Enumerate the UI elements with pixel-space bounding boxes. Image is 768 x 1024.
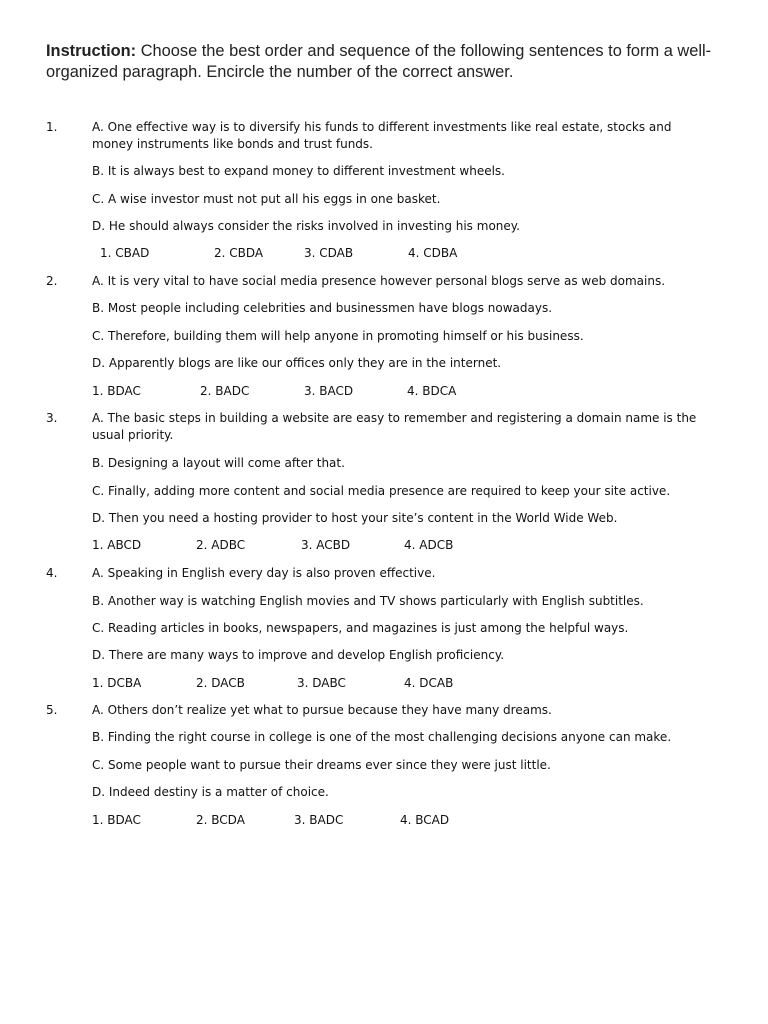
sentence-a: A. One effective way is to diversify his funds to different investments like real estate, stocks and money instruments like bonds and trust funds. — [92, 120, 672, 151]
answer-choice-4[interactable]: 4. BDCA — [407, 384, 457, 398]
answer-choice-4[interactable]: 4. CDBA — [408, 246, 458, 260]
answer-choice-1[interactable]: 1. BDAC — [92, 384, 141, 398]
answer-choice-2[interactable]: 2. BCDA — [196, 813, 245, 827]
sentence-b: B. Another way is watching English movies and TV shows particularly with English subtitles. — [92, 594, 644, 608]
answer-choice-1[interactable]: 1. ABCD — [92, 538, 142, 552]
answer-choice-1[interactable]: 1. DCBA — [92, 676, 142, 690]
sentence-d: D. There are many ways to improve and develop English proficiency. — [92, 648, 505, 662]
answer-choices — [100, 245, 520, 262]
sentence-d: D. Apparently blogs are like our offices only they are in the internet. — [92, 356, 502, 370]
question-number: 5. — [46, 703, 58, 717]
instruction-paragraph — [46, 41, 716, 83]
answer-choice-2[interactable]: 2. BADC — [200, 384, 250, 398]
sentence-c: C. Finally, adding more content and social media presence are required to keep your site active. — [92, 484, 671, 498]
question-number: 4. — [46, 566, 58, 580]
answer-choice-2[interactable]: 2. ADBC — [196, 538, 246, 552]
answer-choice-1[interactable]: 1. BDAC — [92, 813, 141, 827]
sentence-b: B. Designing a layout will come after that. — [92, 456, 345, 470]
sentence-a: A. Speaking in English every day is also proven effective. — [92, 566, 436, 580]
answer-choice-1[interactable]: 1. CBAD — [100, 246, 150, 260]
answer-choices — [92, 537, 512, 554]
answer-choice-4[interactable]: 4. DCAB — [404, 676, 454, 690]
question-number: 1. — [46, 120, 58, 134]
answer-choice-3[interactable]: 3. DABC — [297, 676, 346, 690]
answer-choice-3[interactable]: 3. ACBD — [301, 538, 351, 552]
answer-choice-3[interactable]: 3. CDAB — [304, 246, 354, 260]
answer-choice-2[interactable]: 2. CBDA — [214, 246, 264, 260]
answer-choice-2[interactable]: 2. DACB — [196, 676, 245, 690]
sentence-b: B. It is always best to expand money to different investment wheels. — [92, 164, 505, 178]
answer-choice-3[interactable]: 3. BACD — [304, 384, 354, 398]
answer-choices — [92, 675, 512, 692]
instruction-lead: Instruction: — [46, 42, 137, 60]
sentence-a: A. It is very vital to have social media presence however personal blogs serve as web domains. — [92, 274, 666, 288]
sentence-d: D. Indeed destiny is a matter of choice. — [92, 785, 329, 799]
sentence-b: B. Finding the right course in college is one of the most challenging decisions anyone can make. — [92, 730, 672, 744]
instruction-text: Choose the best order and sequence of the following sentences to form a well-organized paragraph. Encircle the number of the correct answer. — [46, 42, 712, 81]
answer-choices — [92, 812, 512, 829]
sentence-c: C. Therefore, building them will help anyone in promoting himself or his business. — [92, 329, 584, 343]
question-number: 2. — [46, 274, 58, 288]
sentence-b: B. Most people including celebrities and businessmen have blogs nowadays. — [92, 301, 553, 315]
answer-choice-3[interactable]: 3. BADC — [294, 813, 344, 827]
sentence-d: D. Then you need a hosting provider to host your site’s content in the World Wide Web. — [92, 511, 618, 525]
answer-choices — [92, 383, 512, 400]
sentence-a: A. Others don’t realize yet what to pursue because they have many dreams. — [92, 703, 552, 717]
sentence-c: C. Reading articles in books, newspapers, and magazines is just among the helpful ways. — [92, 621, 629, 635]
sentence-c: C. A wise investor must not put all his eggs in one basket. — [92, 192, 441, 206]
sentence-a: A. The basic steps in building a website are easy to remember and registering a domain name is the usual priority. — [92, 411, 697, 442]
answer-choice-4[interactable]: 4. BCAD — [400, 813, 450, 827]
sentence-d: D. He should always consider the risks involved in investing his money. — [92, 219, 520, 233]
question-number: 3. — [46, 411, 58, 425]
sentence-c: C. Some people want to pursue their dreams ever since they were just little. — [92, 758, 551, 772]
answer-choice-4[interactable]: 4. ADCB — [404, 538, 454, 552]
